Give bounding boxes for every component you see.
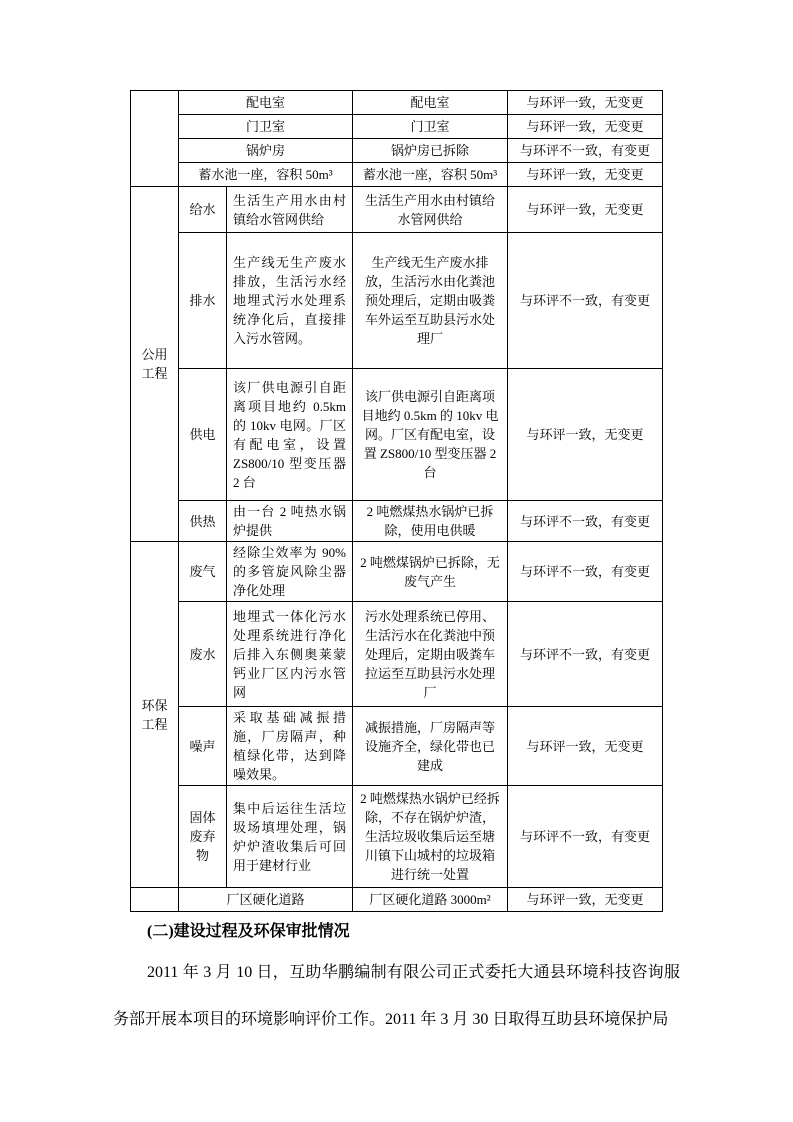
epia-cell: 集中后运往生活垃圾场填埋处理，锅炉炉渣收集后可回用于建材行业 [227, 786, 353, 888]
epia-cell: 地埋式一体化污水处理系统进行净化后排入东侧奥莱蒙钙业厂区内污水管网 [227, 602, 353, 707]
item-cell: 供电 [179, 369, 227, 501]
table-row [131, 139, 663, 163]
item-cell: 废水 [179, 602, 227, 707]
verdict-cell: 与环评不一致，有变更 [508, 139, 663, 163]
actual-cell: 配电室 [353, 91, 508, 115]
body-text [113, 905, 680, 1043]
item-cell: 排水 [179, 233, 227, 369]
epia-cell: 门卫室 [179, 115, 353, 139]
table-row [131, 187, 663, 233]
actual-cell: 该厂供电源引自距离项目地约 0.5km 的 10kv 电网。厂区有配电室，设置 ZS800/10 型变压器 2 台 [353, 369, 508, 501]
epia-cell: 经除尘效率为 90%的多管旋风除尘器净化处理 [227, 542, 353, 602]
actual-cell: 2 吨燃煤热水锅炉已经拆除，不存在锅炉炉渣，生活垃圾收集后运至塘川镇下山城村的垃圾箱进行统一处置 [353, 786, 508, 888]
actual-cell: 蓄水池一座，容积 50m³ [353, 163, 508, 187]
table-row [131, 542, 663, 602]
table-row [131, 115, 663, 139]
item-cell: 废气 [179, 542, 227, 602]
verdict-cell: 与环评一致，无变更 [508, 115, 663, 139]
item-cell: 固体废弃物 [179, 786, 227, 888]
verdict-cell: 与环评不一致，有变更 [508, 786, 663, 888]
actual-cell: 厂区硬化道路 3000m² [353, 888, 508, 912]
epia-cell: 采取基础减振措施，厂房隔声，种植绿化带，达到降噪效果。 [227, 707, 353, 786]
item-cell: 供热 [179, 501, 227, 542]
actual-cell: 锅炉房已拆除 [353, 139, 508, 163]
epia-cell: 厂区硬化道路 [179, 888, 353, 912]
comparison-table [130, 90, 663, 912]
verdict-cell: 与环评一致，无变更 [508, 187, 663, 233]
group-cell-empty [131, 91, 179, 187]
table-row [131, 91, 663, 115]
verdict-cell: 与环评不一致，有变更 [508, 501, 663, 542]
table-row [131, 501, 663, 542]
table-row [131, 602, 663, 707]
epia-cell: 锅炉房 [179, 139, 353, 163]
verdict-cell: 与环评一致，无变更 [508, 707, 663, 786]
verdict-cell: 与环评不一致，有变更 [508, 542, 663, 602]
verdict-cell: 与环评一致，无变更 [508, 163, 663, 187]
table-row [131, 163, 663, 187]
actual-cell: 2 吨燃煤热水锅炉已拆除，使用电供暖 [353, 501, 508, 542]
table-row [131, 707, 663, 786]
verdict-cell: 与环评不一致，有变更 [508, 602, 663, 707]
item-cell: 噪声 [179, 707, 227, 786]
actual-cell: 生产线无生产废水排放，生活污水由化粪池预处理后，定期由吸粪车外运至互助县污水处理厂 [353, 233, 508, 369]
actual-cell: 2 吨燃煤锅炉已拆除，无废气产生 [353, 542, 508, 602]
actual-cell: 生活生产用水由村镇给水管网供给 [353, 187, 508, 233]
table-row [131, 369, 663, 501]
verdict-cell: 与环评一致，无变更 [508, 888, 663, 912]
item-cell: 给水 [179, 187, 227, 233]
actual-cell: 污水处理系统已停用、生活污水在化粪池中预处理后，定期由吸粪车拉运至互助县污水处理厂 [353, 602, 508, 707]
group-cell-environmental: 环保工程 [131, 542, 179, 888]
epia-cell: 生活生产用水由村镇给水管网供给 [227, 187, 353, 233]
group-cell-utilities: 公用工程 [131, 187, 179, 542]
verdict-cell: 与环评一致，无变更 [508, 91, 663, 115]
epia-cell: 生产线无生产废水排放，生活污水经地埋式污水处理系统净化后，直接排入污水管网。 [227, 233, 353, 369]
actual-cell: 减振措施，厂房隔声等设施齐全，绿化带也已建成 [353, 707, 508, 786]
epia-cell: 蓄水池一座，容积 50m³ [179, 163, 353, 187]
epia-cell: 该厂供电源引自距离项目地约 0.5km 的 10kv 电网。厂区有配电室，设置 ZS800/10 型变压器 2 台 [227, 369, 353, 501]
actual-cell: 门卫室 [353, 115, 508, 139]
epia-cell: 配电室 [179, 91, 353, 115]
epia-cell: 由一台 2 吨热水锅炉提供 [227, 501, 353, 542]
verdict-cell: 与环评一致，无变更 [508, 369, 663, 501]
verdict-cell: 与环评不一致，有变更 [508, 233, 663, 369]
table-row [131, 786, 663, 888]
table-row [131, 233, 663, 369]
section-heading: (二)建设过程及环保审批情况 [147, 923, 350, 940]
paragraph: 2011 年 3 月 10 日，互助华鹏编制有限公司正式委托大通县环境科技咨询服务部开展本项目的环境影响评价工作。2011 年 3 月 30 日取得互助县环境保护局 [113, 964, 680, 1028]
